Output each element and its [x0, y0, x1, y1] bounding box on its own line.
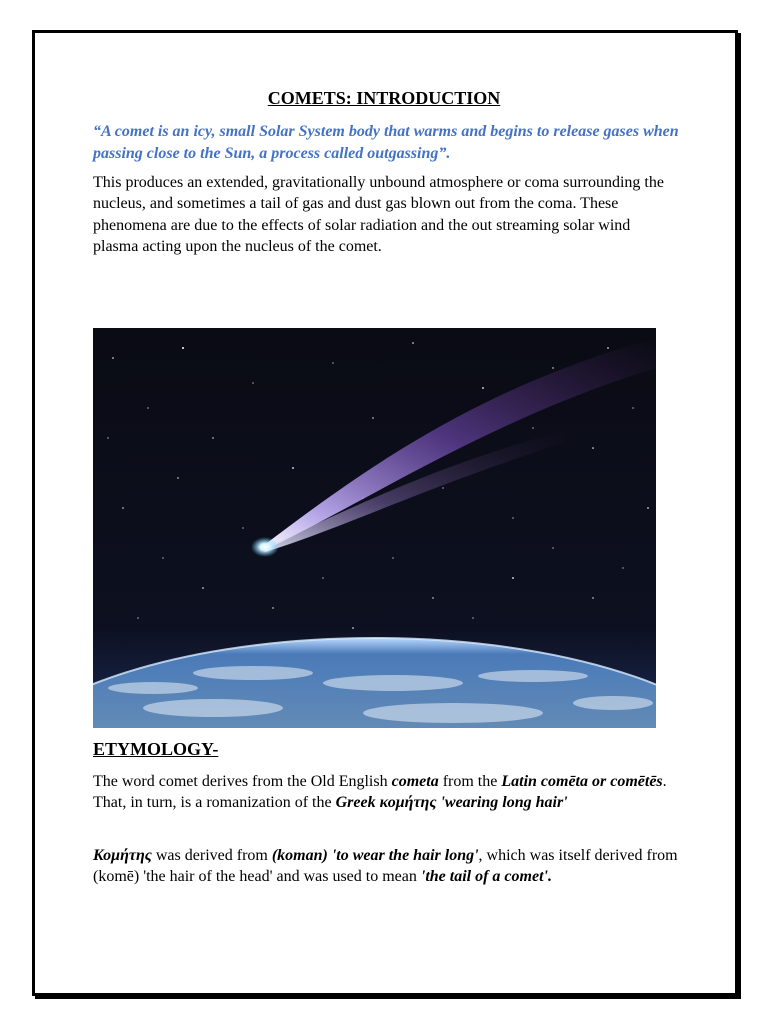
term-kometes: Κομήτης	[93, 847, 152, 864]
term-latin: Latin comēta or comētēs	[501, 773, 663, 790]
term-cometa: cometa	[391, 773, 439, 790]
comet-photo	[93, 328, 656, 728]
page-title: COMETS: INTRODUCTION	[267, 88, 501, 108]
text-segment: from the	[438, 773, 502, 790]
etymology-paragraph-2	[93, 845, 678, 888]
text-segment: was derived from	[151, 847, 272, 864]
etymology-paragraph-1	[93, 771, 678, 814]
definition-quote: “A comet is an icy, small Solar System body that warms and begins to release gases when passing close to the Sun, a process called outgassing”.	[93, 123, 679, 162]
term-tail-of-comet: 'the tail of a comet'.	[420, 868, 552, 886]
intro-paragraph: This produces an extended, gravitationally unbound atmosphere or coma surrounding the nucleus, and sometimes a tail of gas and dust gas blown out from the coma. These phenomena are due to the effects of solar radiation and the out streaming solar wind plasma acting upon the nucleus of the comet.	[93, 174, 664, 255]
text-segment: . That, in turn, is a romanization of the	[93, 773, 667, 812]
text-segment: The word comet derives from the Old English	[93, 773, 392, 790]
term-greek: Greek κομήτης 'wearing long hair'	[335, 794, 568, 812]
etymology-heading: ETYMOLOGY-	[93, 739, 219, 759]
text-segment: , which was itself derived from (komē) 'the hair of the head' and was used to mean	[93, 847, 678, 886]
term-koman: (koman) 'to wear the hair long'	[271, 847, 479, 864]
